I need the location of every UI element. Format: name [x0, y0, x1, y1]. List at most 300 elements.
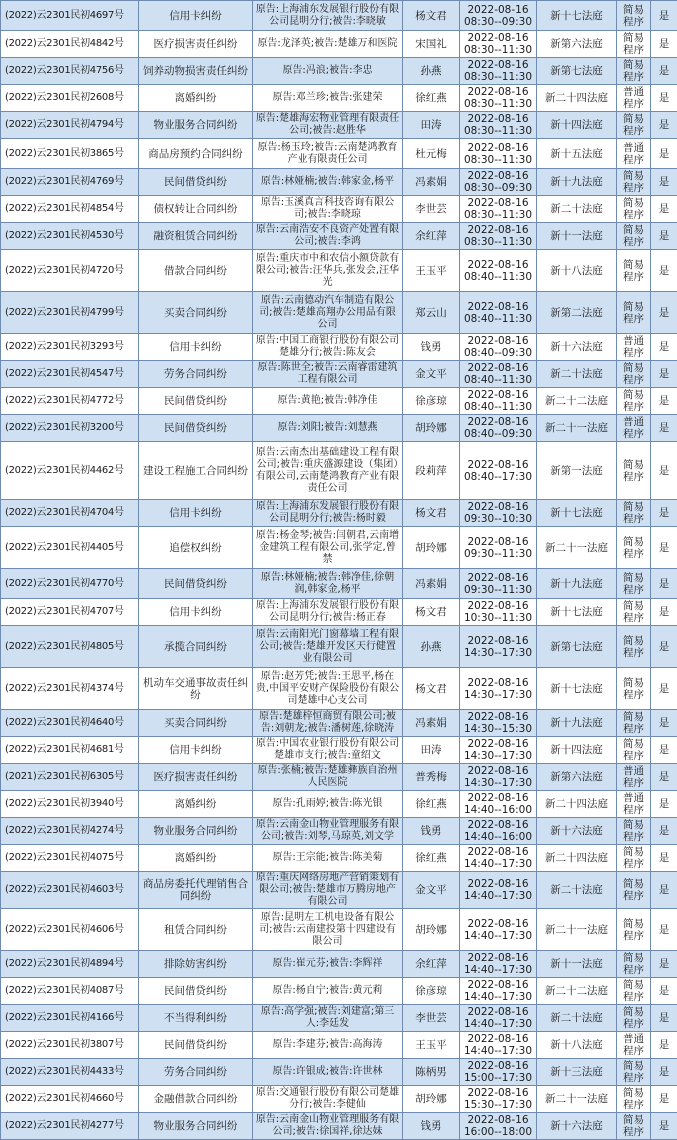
hearing-datetime-cell: [460, 500, 537, 527]
parties-cell: 原告:王宗能;被告:陈美菊: [253, 845, 403, 872]
parties-cell: 原告:杨自宁;被告:黄元莉: [253, 978, 403, 1005]
hearing-datetime-cell: [460, 818, 537, 845]
judge-cell: 孙燕: [403, 626, 460, 668]
courtroom-cell: 新十三法庭: [537, 1059, 617, 1086]
procedure-cell: 普通程序: [617, 334, 651, 361]
case-cause-cell: 物业服务合同纠纷: [139, 818, 253, 845]
public-hearing-cell: 是: [651, 710, 677, 737]
hearing-date: 2022-08-16: [467, 458, 529, 471]
judge-cell: 杨文君: [403, 500, 460, 527]
public-hearing-cell: 是: [651, 599, 677, 626]
public-hearing-cell: 是: [651, 31, 677, 58]
case-number-cell: (2022)云2301民初4794号: [1, 112, 139, 139]
hearing-date: 2022-08-16: [467, 416, 529, 428]
public-hearing-cell: 是: [651, 527, 677, 569]
case-cause-cell: 民间借贷纠纷: [139, 569, 253, 599]
case-number-cell: (2022)云2301民初4697号: [1, 1, 139, 31]
case-number-cell: (2022)云2301民初4720号: [1, 250, 139, 292]
case-cause-cell: 债权转让合同纠纷: [139, 196, 253, 223]
public-hearing-cell: 是: [651, 388, 677, 415]
parties-cell: 原告:中国农业银行股份有限公司楚雄市支行;被告:童绍文: [253, 737, 403, 764]
hearing-time: 14:30--15:30: [463, 723, 533, 735]
public-hearing-cell: 是: [651, 139, 677, 169]
hearing-date: 2022-08-16: [467, 917, 529, 930]
procedure-cell: 简易程序: [617, 737, 651, 764]
hearing-datetime-cell: [460, 845, 537, 872]
hearing-datetime-cell: [460, 951, 537, 978]
hearing-schedule-body: [1, 1, 677, 1140]
judge-cell: 余红萍: [403, 951, 460, 978]
hearing-datetime-cell: [460, 58, 537, 85]
hearing-datetime-cell: [460, 569, 537, 599]
procedure-cell: 普通程序: [617, 85, 651, 112]
public-hearing-cell: 是: [651, 737, 677, 764]
judge-cell: 钱勇: [403, 1113, 460, 1140]
table-row: [1, 1113, 677, 1140]
hearing-date: 2022-08-16: [467, 258, 529, 271]
judge-cell: 冯素娟: [403, 569, 460, 599]
parties-cell: 原告:张楠;被告:楚雄彝族自治州人民医院: [253, 764, 403, 791]
procedure-cell: 简易程序: [617, 872, 651, 909]
judge-cell: 钱勇: [403, 818, 460, 845]
public-hearing-cell: 是: [651, 169, 677, 196]
case-cause-cell: 信用卡纠纷: [139, 500, 253, 527]
case-cause-cell: 信用卡纠纷: [139, 1, 253, 31]
table-row: [1, 415, 677, 442]
judge-cell: 金文平: [403, 872, 460, 909]
hearing-time: 14:30--17:30: [463, 750, 533, 762]
courtroom-cell: 新十一法庭: [537, 951, 617, 978]
judge-cell: 杨文君: [403, 599, 460, 626]
table-row: [1, 668, 677, 710]
public-hearing-cell: 是: [651, 1059, 677, 1086]
parties-cell: 原告:中国工商银行股份有限公司楚雄分行;被告:陈友会: [253, 334, 403, 361]
procedure-cell: 简易程序: [617, 599, 651, 626]
hearing-date: 2022-08-16: [467, 224, 529, 236]
hearing-date: 2022-08-16: [467, 878, 529, 890]
public-hearing-cell: 是: [651, 112, 677, 139]
parties-cell: 原告:孔雨婷;被告:陈光银: [253, 791, 403, 818]
procedure-cell: 普通程序: [617, 791, 651, 818]
procedure-cell: 简易程序: [617, 196, 651, 223]
table-row: [1, 196, 677, 223]
parties-cell: 原告:楚雄梓恒商贸有限公司;被告:刘朝龙;被告:潘树莲,徐晓涛: [253, 710, 403, 737]
parties-cell: 原告:玉溪真言科技咨询有限公司;被告:李晓琼: [253, 196, 403, 223]
hearing-date: 2022-08-16: [467, 634, 529, 647]
hearing-time: 08:40--09:30: [463, 428, 533, 440]
hearing-date: 2022-08-16: [467, 86, 529, 98]
table-row: [1, 872, 677, 909]
courtroom-cell: 新十七法庭: [537, 668, 617, 710]
hearing-time: 14:40--17:30: [463, 964, 533, 976]
judge-cell: 李世芸: [403, 196, 460, 223]
hearing-datetime-cell: [460, 909, 537, 951]
public-hearing-cell: 是: [651, 292, 677, 334]
parties-cell: 原告:赵芳凭;被告:王思平,杨在贵,中国平安财产保险股份有限公司楚雄中心支公司: [253, 668, 403, 710]
case-cause-cell: 离婚纠纷: [139, 845, 253, 872]
procedure-cell: 简易程序: [617, 1086, 651, 1113]
courtroom-cell: 新十八法庭: [537, 250, 617, 292]
parties-cell: 原告:重庆网络房地产营销策划有限公司;被告:楚雄市万腾房地产有限公司: [253, 872, 403, 909]
procedure-cell: 简易程序: [617, 978, 651, 1005]
hearing-datetime-cell: [460, 169, 537, 196]
table-row: [1, 1059, 677, 1086]
hearing-time: 15:30--17:30: [463, 1099, 533, 1111]
judge-cell: 杜元梅: [403, 139, 460, 169]
public-hearing-cell: 是: [651, 791, 677, 818]
hearing-date: 2022-08-16: [467, 738, 529, 750]
table-row: [1, 845, 677, 872]
case-cause-cell: 民间借贷纠纷: [139, 169, 253, 196]
case-cause-cell: 买卖合同纠纷: [139, 292, 253, 334]
case-number-cell: (2022)云2301民初4769号: [1, 169, 139, 196]
case-number-cell: (2022)云2301民初3865号: [1, 139, 139, 169]
public-hearing-cell: 是: [651, 1005, 677, 1032]
procedure-cell: 简易程序: [617, 909, 651, 951]
judge-cell: 徐红燕: [403, 85, 460, 112]
hearing-time: 09:30--10:30: [463, 513, 533, 525]
public-hearing-cell: 是: [651, 909, 677, 951]
hearing-datetime-cell: [460, 527, 537, 569]
parties-cell: 原告:云南浩安不良资产处置有限公司;被告:李鸿: [253, 223, 403, 250]
courtroom-cell: 新二十四法庭: [537, 85, 617, 112]
table-row: [1, 818, 677, 845]
courtroom-cell: 新二十四法庭: [537, 845, 617, 872]
case-cause-cell: 承揽合同纠纷: [139, 626, 253, 668]
hearing-time: 08:30--09:30: [463, 15, 533, 28]
public-hearing-cell: 是: [651, 1113, 677, 1140]
hearing-datetime-cell: [460, 292, 537, 334]
hearing-datetime-cell: [460, 31, 537, 58]
hearing-date: 2022-08-16: [467, 300, 529, 313]
case-number-cell: (2022)云2301民初4087号: [1, 978, 139, 1005]
procedure-cell: 简易程序: [617, 951, 651, 978]
hearing-datetime-cell: [460, 764, 537, 791]
case-number-cell: (2022)云2301民初4274号: [1, 818, 139, 845]
public-hearing-cell: 是: [651, 1032, 677, 1059]
parties-cell: 原告:云南杰出基础建设工程有限公司;被告:重庆盛源建设（集团）有限公司,云南楚鸿教育产业有限责任公司: [253, 442, 403, 500]
hearing-time: 08:30--11:30: [463, 125, 533, 137]
judge-cell: 段莉萍: [403, 442, 460, 500]
table-row: [1, 223, 677, 250]
procedure-cell: 普通程序: [617, 764, 651, 791]
public-hearing-cell: 是: [651, 951, 677, 978]
table-row: [1, 978, 677, 1005]
parties-cell: 原告:林娅楠;被告:韩家金,杨平: [253, 169, 403, 196]
case-number-cell: (2022)云2301民初4799号: [1, 292, 139, 334]
case-number-cell: (2022)云2301民初4374号: [1, 668, 139, 710]
judge-cell: 徐红燕: [403, 791, 460, 818]
hearing-time: 08:40--11:30: [463, 401, 533, 413]
hearing-datetime-cell: [460, 1005, 537, 1032]
case-number-cell: (2021)云2301民初6305号: [1, 764, 139, 791]
case-number-cell: (2022)云2301民初4660号: [1, 1086, 139, 1113]
table-row: [1, 388, 677, 415]
table-row: [1, 710, 677, 737]
hearing-date: 2022-08-16: [467, 3, 529, 16]
courtroom-cell: 新二十法庭: [537, 1005, 617, 1032]
procedure-cell: 简易程序: [617, 569, 651, 599]
judge-cell: 王玉平: [403, 250, 460, 292]
hearing-date: 2022-08-16: [467, 389, 529, 401]
parties-cell: 原告:上海浦东发展银行股份有限公司昆明分行;被告:李晓敏: [253, 1, 403, 31]
hearing-time: 14:40--17:30: [463, 858, 533, 870]
table-row: [1, 169, 677, 196]
table-row: [1, 951, 677, 978]
parties-cell: 原告:许银成;被告:许世林: [253, 1059, 403, 1086]
case-cause-cell: 买卖合同纠纷: [139, 710, 253, 737]
public-hearing-cell: 是: [651, 223, 677, 250]
case-cause-cell: 民间借贷纠纷: [139, 388, 253, 415]
hearing-datetime-cell: [460, 334, 537, 361]
case-number-cell: (2022)云2301民初4433号: [1, 1059, 139, 1086]
judge-cell: 胡玲娜: [403, 527, 460, 569]
case-number-cell: (2022)云2301民初4770号: [1, 569, 139, 599]
hearing-date: 2022-08-16: [467, 362, 529, 374]
public-hearing-cell: 是: [651, 872, 677, 909]
hearing-time: 08:30--09:30: [463, 182, 533, 194]
table-row: [1, 442, 677, 500]
hearing-date: 2022-08-16: [467, 571, 529, 584]
case-number-cell: (2022)云2301民初4075号: [1, 845, 139, 872]
hearing-datetime-cell: [460, 415, 537, 442]
case-number-cell: (2022)云2301民初4606号: [1, 909, 139, 951]
parties-cell: 原告:邓兰珍;被告:张建荣: [253, 85, 403, 112]
parties-cell: 原告:云南金山物业管理服务有限公司;被告:刘琴,马琼英,刘文学: [253, 818, 403, 845]
case-number-cell: (2022)云2301民初3807号: [1, 1032, 139, 1059]
judge-cell: 宋国礼: [403, 31, 460, 58]
hearing-time: 08:30--11:30: [463, 71, 533, 83]
hearing-date: 2022-08-16: [467, 979, 529, 991]
case-cause-cell: 民间借贷纠纷: [139, 1032, 253, 1059]
case-cause-cell: 建设工程施工合同纠纷: [139, 442, 253, 500]
table-row: [1, 139, 677, 169]
hearing-date: 2022-08-16: [467, 711, 529, 723]
parties-cell: 原告:高学强;被告:刘建富;第三人:李廷发: [253, 1005, 403, 1032]
case-cause-cell: 机动车交通事故责任纠纷: [139, 668, 253, 710]
procedure-cell: 简易程序: [617, 710, 651, 737]
parties-cell: 原告:交通银行股份有限公司楚雄分行;被告:李健仙: [253, 1086, 403, 1113]
case-cause-cell: 追偿权纠纷: [139, 527, 253, 569]
courtroom-cell: 新十六法庭: [537, 1113, 617, 1140]
hearing-time: 08:40--09:30: [463, 347, 533, 359]
case-number-cell: (2022)云2301民初3293号: [1, 334, 139, 361]
parties-cell: 原告:林娅楠;被告:韩净佳,徐朝润,韩家金,杨平: [253, 569, 403, 599]
hearing-date: 2022-08-16: [467, 600, 529, 612]
hearing-date: 2022-08-16: [467, 846, 529, 858]
hearing-date: 2022-08-16: [467, 170, 529, 182]
judge-cell: 田涛: [403, 112, 460, 139]
hearing-datetime-cell: [460, 442, 537, 500]
courtroom-cell: 新十四法庭: [537, 112, 617, 139]
hearing-date: 2022-08-16: [467, 197, 529, 209]
courtroom-cell: 新十四法庭: [537, 737, 617, 764]
courtroom-cell: 新二十四法庭: [537, 791, 617, 818]
hearing-time: 14:40--17:30: [463, 1045, 533, 1057]
hearing-datetime-cell: [460, 388, 537, 415]
hearing-date: 2022-08-16: [467, 676, 529, 689]
case-cause-cell: 信用卡纠纷: [139, 334, 253, 361]
procedure-cell: 简易程序: [617, 250, 651, 292]
hearing-date: 2022-08-16: [467, 1033, 529, 1045]
procedure-cell: 简易程序: [617, 112, 651, 139]
hearing-datetime-cell: [460, 737, 537, 764]
hearing-time: 14:30--17:30: [463, 646, 533, 659]
table-row: [1, 569, 677, 599]
hearing-date: 2022-08-16: [467, 819, 529, 831]
parties-cell: 原告:冯浪;被告:李忠: [253, 58, 403, 85]
parties-cell: 原告:重庆市中和农信小额贷款有限公司;被告:汪华兵,张发会,汪华光: [253, 250, 403, 292]
parties-cell: 原告:云南阳光门窗幕墙工程有限公司;被告:楚雄开发区天行健置业有限公司: [253, 626, 403, 668]
table-row: [1, 599, 677, 626]
table-row: [1, 909, 677, 951]
courtroom-cell: 新二十法庭: [537, 361, 617, 388]
table-row: [1, 527, 677, 569]
hearing-date: 2022-08-16: [467, 1060, 529, 1072]
case-number-cell: (2022)云2301民初4805号: [1, 626, 139, 668]
courtroom-cell: 新十七法庭: [537, 599, 617, 626]
case-cause-cell: 离婚纠纷: [139, 791, 253, 818]
courtroom-cell: 新第二法庭: [537, 292, 617, 334]
courtroom-cell: 新十九法庭: [537, 710, 617, 737]
hearing-date: 2022-08-16: [467, 1006, 529, 1018]
hearing-time: 09:30--11:30: [463, 583, 533, 596]
courtroom-cell: 新十六法庭: [537, 818, 617, 845]
table-row: [1, 626, 677, 668]
hearing-date: 2022-08-16: [467, 952, 529, 964]
case-number-cell: (2022)云2301民初4894号: [1, 951, 139, 978]
hearing-datetime-cell: [460, 599, 537, 626]
procedure-cell: 简易程序: [617, 668, 651, 710]
case-number-cell: (2022)云2301民初4640号: [1, 710, 139, 737]
hearing-time: 08:40--11:30: [463, 270, 533, 283]
hearing-date: 2022-08-16: [467, 59, 529, 71]
case-cause-cell: 离婚纠纷: [139, 85, 253, 112]
hearing-datetime-cell: [460, 1086, 537, 1113]
hearing-time: 08:30--11:30: [463, 44, 533, 56]
table-row: [1, 58, 677, 85]
hearing-date: 2022-08-16: [467, 1087, 529, 1099]
procedure-cell: 普通程序: [617, 1032, 651, 1059]
case-cause-cell: 物业服务合同纠纷: [139, 1113, 253, 1140]
hearing-date: 2022-08-16: [467, 1114, 529, 1126]
case-number-cell: (2022)云2301民初4854号: [1, 196, 139, 223]
judge-cell: 徐红燕: [403, 845, 460, 872]
procedure-cell: 简易程序: [617, 169, 651, 196]
judge-cell: 金文平: [403, 361, 460, 388]
hearing-datetime-cell: [460, 361, 537, 388]
judge-cell: 胡玲娜: [403, 909, 460, 951]
public-hearing-cell: 是: [651, 361, 677, 388]
public-hearing-cell: 是: [651, 250, 677, 292]
hearing-time: 14:40--16:00: [463, 804, 533, 816]
procedure-cell: 简易程序: [617, 58, 651, 85]
hearing-date: 2022-08-16: [467, 141, 529, 154]
table-row: [1, 791, 677, 818]
table-row: [1, 85, 677, 112]
procedure-cell: 简易程序: [617, 1059, 651, 1086]
hearing-time: 08:30--11:30: [463, 98, 533, 110]
hearing-time: 09:30--11:30: [463, 547, 533, 560]
public-hearing-cell: 是: [651, 334, 677, 361]
hearing-datetime-cell: [460, 872, 537, 909]
hearing-datetime-cell: [460, 1, 537, 31]
hearing-time: 08:30--11:30: [463, 153, 533, 166]
case-number-cell: (2022)云2301民初4166号: [1, 1005, 139, 1032]
case-cause-cell: 劳务合同纠纷: [139, 1059, 253, 1086]
courtroom-cell: 新二十一法庭: [537, 909, 617, 951]
public-hearing-cell: 是: [651, 442, 677, 500]
case-cause-cell: 信用卡纠纷: [139, 737, 253, 764]
hearing-time: 14:30--17:30: [463, 777, 533, 789]
public-hearing-cell: 是: [651, 978, 677, 1005]
case-number-cell: (2022)云2301民初4681号: [1, 737, 139, 764]
judge-cell: 钱勇: [403, 334, 460, 361]
judge-cell: 王玉平: [403, 1032, 460, 1059]
courtroom-cell: 新二十一法庭: [537, 1086, 617, 1113]
case-number-cell: (2022)云2301民初4547号: [1, 361, 139, 388]
hearing-time: 08:40--11:30: [463, 312, 533, 325]
parties-cell: 原告:上海浦东发展银行股份有限公司昆明分行;被告:杨时毅: [253, 500, 403, 527]
case-cause-cell: 排除妨害纠纷: [139, 951, 253, 978]
hearing-datetime-cell: [460, 1113, 537, 1140]
case-cause-cell: 商品房预约合同纠纷: [139, 139, 253, 169]
public-hearing-cell: 是: [651, 668, 677, 710]
public-hearing-cell: 是: [651, 1, 677, 31]
parties-cell: 原告:崔元芬;被告:李辉祥: [253, 951, 403, 978]
hearing-datetime-cell: [460, 139, 537, 169]
procedure-cell: 简易程序: [617, 223, 651, 250]
case-cause-cell: 信用卡纠纷: [139, 599, 253, 626]
parties-cell: 原告:黄艳;被告:韩净佳: [253, 388, 403, 415]
hearing-datetime-cell: [460, 626, 537, 668]
table-row: [1, 1005, 677, 1032]
case-cause-cell: 民间借贷纠纷: [139, 415, 253, 442]
hearing-datetime-cell: [460, 112, 537, 139]
judge-cell: 郑云山: [403, 292, 460, 334]
public-hearing-cell: 是: [651, 58, 677, 85]
hearing-time: 08:40--11:30: [463, 374, 533, 386]
procedure-cell: 简易程序: [617, 31, 651, 58]
hearing-datetime-cell: [460, 668, 537, 710]
case-cause-cell: 饲养动物损害责任纠纷: [139, 58, 253, 85]
table-row: [1, 1086, 677, 1113]
hearing-datetime-cell: [460, 85, 537, 112]
parties-cell: 原告:杨金琴;被告:闫朝君,云南增金建筑工程有限公司,张学定,曾禁: [253, 527, 403, 569]
procedure-cell: 普通程序: [617, 139, 651, 169]
case-number-cell: (2022)云2301民初4842号: [1, 31, 139, 58]
hearing-date: 2022-08-16: [467, 535, 529, 548]
courtroom-cell: 新十一法庭: [537, 223, 617, 250]
courtroom-cell: 新十五法庭: [537, 139, 617, 169]
parties-cell: 原告:龙泽英;被告:楚雄万和医院: [253, 31, 403, 58]
hearing-datetime-cell: [460, 223, 537, 250]
hearing-datetime-cell: [460, 791, 537, 818]
procedure-cell: 简易程序: [617, 845, 651, 872]
courtroom-cell: 新二十一法庭: [537, 415, 617, 442]
courtroom-cell: 新十九法庭: [537, 169, 617, 196]
judge-cell: 田涛: [403, 737, 460, 764]
case-number-cell: (2022)云2301民初2608号: [1, 85, 139, 112]
hearing-datetime-cell: [460, 978, 537, 1005]
hearing-time: 08:40--17:30: [463, 470, 533, 483]
case-cause-cell: 借款合同纠纷: [139, 250, 253, 292]
hearing-time: 14:40--17:30: [463, 991, 533, 1003]
hearing-time: 08:30--11:30: [463, 236, 533, 248]
table-row: [1, 292, 677, 334]
courtroom-cell: 新二十二法庭: [537, 388, 617, 415]
table-row: [1, 500, 677, 527]
